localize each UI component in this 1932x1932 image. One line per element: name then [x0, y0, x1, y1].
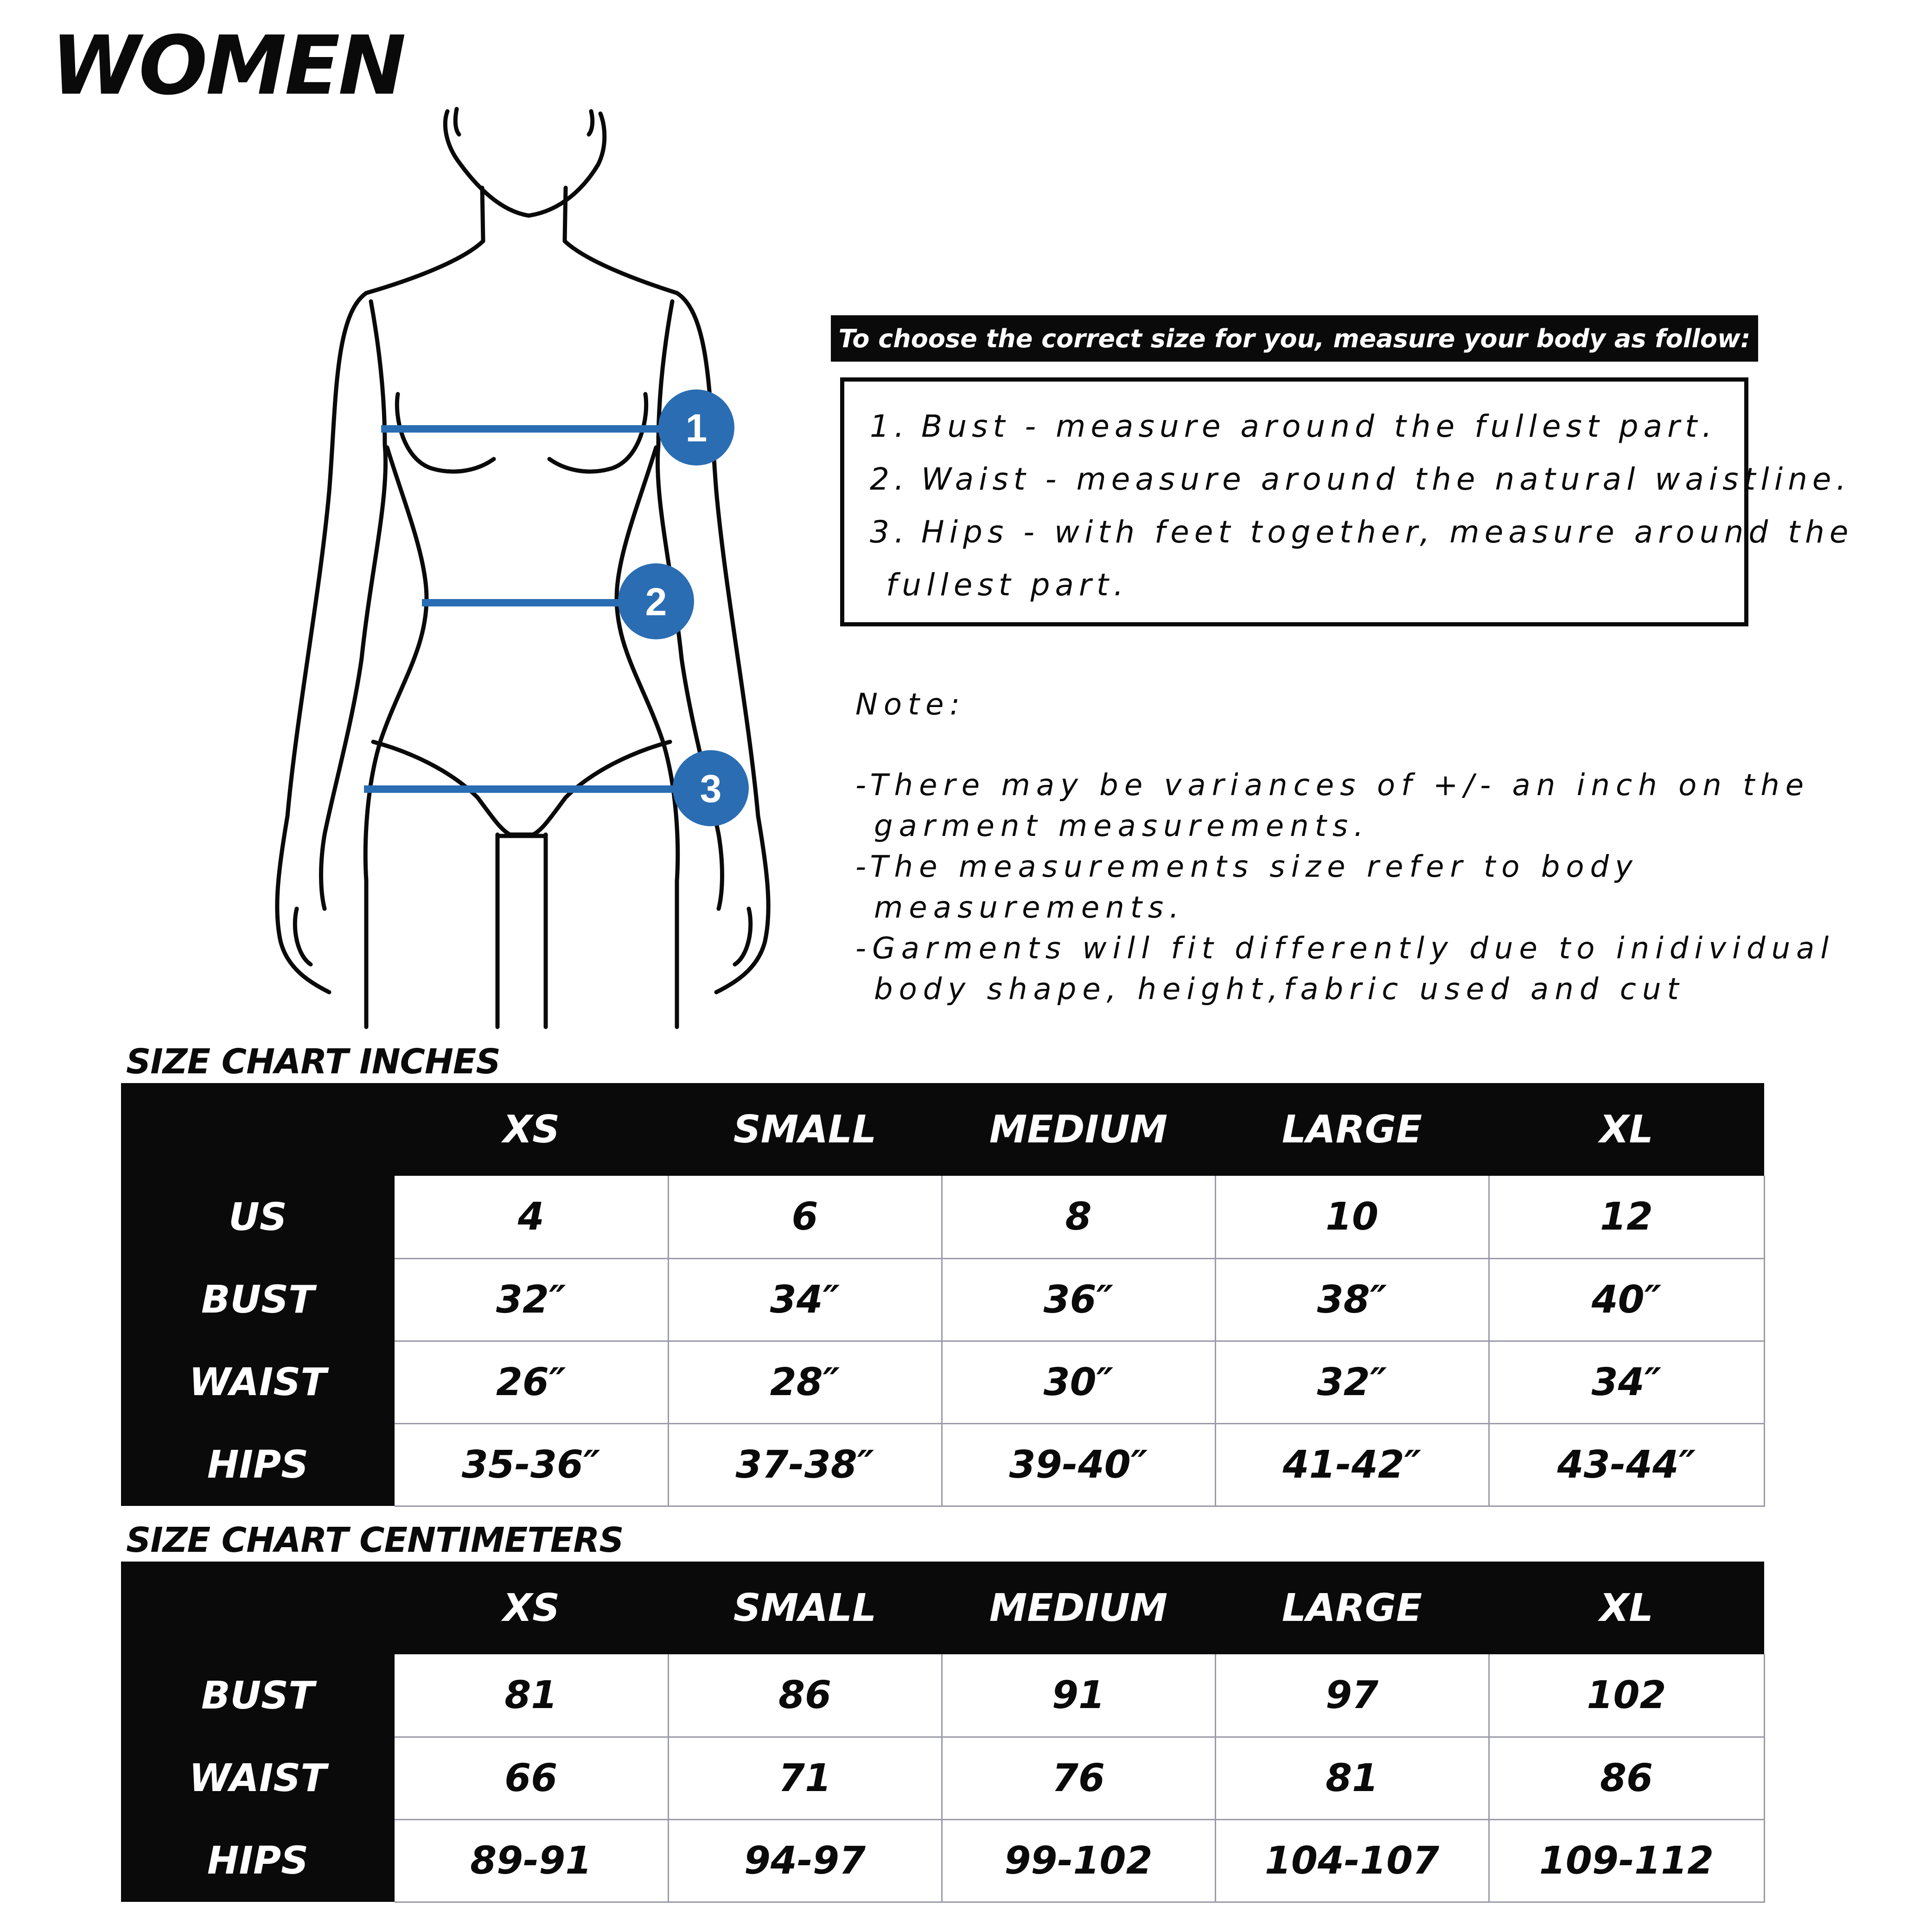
table-cell: 102 [1489, 1654, 1764, 1737]
size-header: SMALL [668, 1083, 942, 1176]
table-cell: 36″ [942, 1258, 1215, 1341]
table-cell: 37-38″ [668, 1423, 942, 1506]
table-cell: 4 [395, 1176, 668, 1258]
table-cell: 32″ [1215, 1341, 1489, 1423]
body-figure-illustration [264, 107, 811, 1034]
table-cell: 40″ [1489, 1258, 1764, 1341]
instruction-number: 2. [870, 461, 909, 497]
table-cell: 32″ [395, 1258, 668, 1341]
table-cell: 104-107 [1215, 1819, 1489, 1902]
table-row [121, 1258, 1764, 1341]
size-header: LARGE [1215, 1562, 1489, 1654]
table-cell: 71 [668, 1737, 942, 1819]
table-corner [121, 1083, 395, 1176]
marker-label-2: 2 [645, 580, 667, 624]
table-header-row [121, 1562, 1764, 1654]
note-line: -Garments will fit differently due to inidividual [855, 931, 1835, 966]
size-header: XL [1489, 1083, 1764, 1176]
row-label: BUST [121, 1654, 395, 1737]
table-cell: 94-97 [668, 1819, 942, 1902]
page-title: WOMEN [51, 19, 404, 113]
table-cell: 38″ [1215, 1258, 1489, 1341]
table-cell: 28″ [668, 1341, 942, 1423]
table-cell: 6 [668, 1176, 942, 1258]
note-line: body shape, height,fabric used and cut [874, 972, 1685, 1007]
table-cell: 76 [942, 1737, 1215, 1819]
table-cell: 30″ [942, 1341, 1215, 1423]
table-header-row [121, 1083, 1764, 1176]
table-row [121, 1423, 1764, 1506]
size-header: XS [395, 1562, 668, 1654]
table-corner [121, 1562, 395, 1654]
note-line: measurements. [874, 891, 1185, 925]
table-row [121, 1176, 1764, 1258]
table-cell: 10 [1215, 1176, 1489, 1258]
instruction-continuation: fullest part. [886, 567, 1129, 603]
table-row [121, 1341, 1764, 1423]
instructions-box [840, 377, 1854, 626]
instruction-text: Bust - measure around the fullest part. [921, 408, 1717, 444]
instruction-item-hips [870, 514, 1854, 550]
table-cell: 43-44″ [1489, 1423, 1764, 1506]
centimeters-table-title: SIZE CHART CENTIMETERS [126, 1520, 624, 1560]
size-header: LARGE [1215, 1083, 1489, 1176]
table-cell: 99-102 [942, 1819, 1215, 1902]
table-cell: 86 [1489, 1737, 1764, 1819]
row-label: US [121, 1176, 395, 1258]
instruction-number: 1. [870, 408, 909, 444]
inches-size-table [121, 1083, 1765, 1507]
table-cell: 97 [1215, 1654, 1489, 1737]
table-cell: 41-42″ [1215, 1423, 1489, 1506]
table-row [121, 1737, 1764, 1819]
marker-label-3: 3 [700, 767, 722, 810]
table-cell: 66 [395, 1737, 668, 1819]
note-line: -The measurements size refer to body [855, 850, 1639, 884]
table-cell: 86 [668, 1654, 942, 1737]
instruction-text: Hips - with feet together, measure around the [921, 514, 1854, 550]
note-line: -There may be variances of +/- an inch on the [855, 768, 1810, 803]
table-row [121, 1819, 1764, 1902]
note-line: garment measurements. [874, 809, 1370, 843]
row-label: HIPS [121, 1423, 395, 1506]
table-cell: 89-91 [395, 1819, 668, 1902]
table-cell: 8 [942, 1176, 1215, 1258]
table-cell: 34″ [668, 1258, 942, 1341]
inches-table-title: SIZE CHART INCHES [126, 1042, 500, 1082]
instruction-item-bust [870, 408, 1717, 444]
note-label: Note: [855, 688, 966, 722]
instruction-text: Waist - measure around the natural waistline. [921, 461, 1851, 497]
table-cell: 35-36″ [395, 1423, 668, 1506]
size-header: SMALL [668, 1562, 942, 1654]
size-header: XL [1489, 1562, 1764, 1654]
marker-label-1: 1 [685, 406, 708, 450]
table-cell: 81 [395, 1654, 668, 1737]
table-cell: 34″ [1489, 1341, 1764, 1423]
instruction-item-waist [870, 461, 1851, 497]
table-cell: 12 [1489, 1176, 1764, 1258]
size-header: MEDIUM [942, 1083, 1215, 1176]
table-cell: 91 [942, 1654, 1215, 1737]
size-header: XS [395, 1083, 668, 1176]
table-cell: 39-40″ [942, 1423, 1215, 1506]
row-label: HIPS [121, 1819, 395, 1902]
row-label: WAIST [121, 1737, 395, 1819]
table-cell: 26″ [395, 1341, 668, 1423]
table-cell: 109-112 [1489, 1819, 1764, 1902]
row-label: WAIST [121, 1341, 395, 1423]
centimeters-size-table [121, 1562, 1765, 1903]
row-label: BUST [121, 1258, 395, 1341]
table-row [121, 1654, 1764, 1737]
table-cell: 81 [1215, 1737, 1489, 1819]
instructions-header: To choose the correct size for you, measure your body as follow: [831, 315, 1758, 362]
size-header: MEDIUM [942, 1562, 1215, 1654]
instruction-number: 3. [870, 514, 909, 550]
